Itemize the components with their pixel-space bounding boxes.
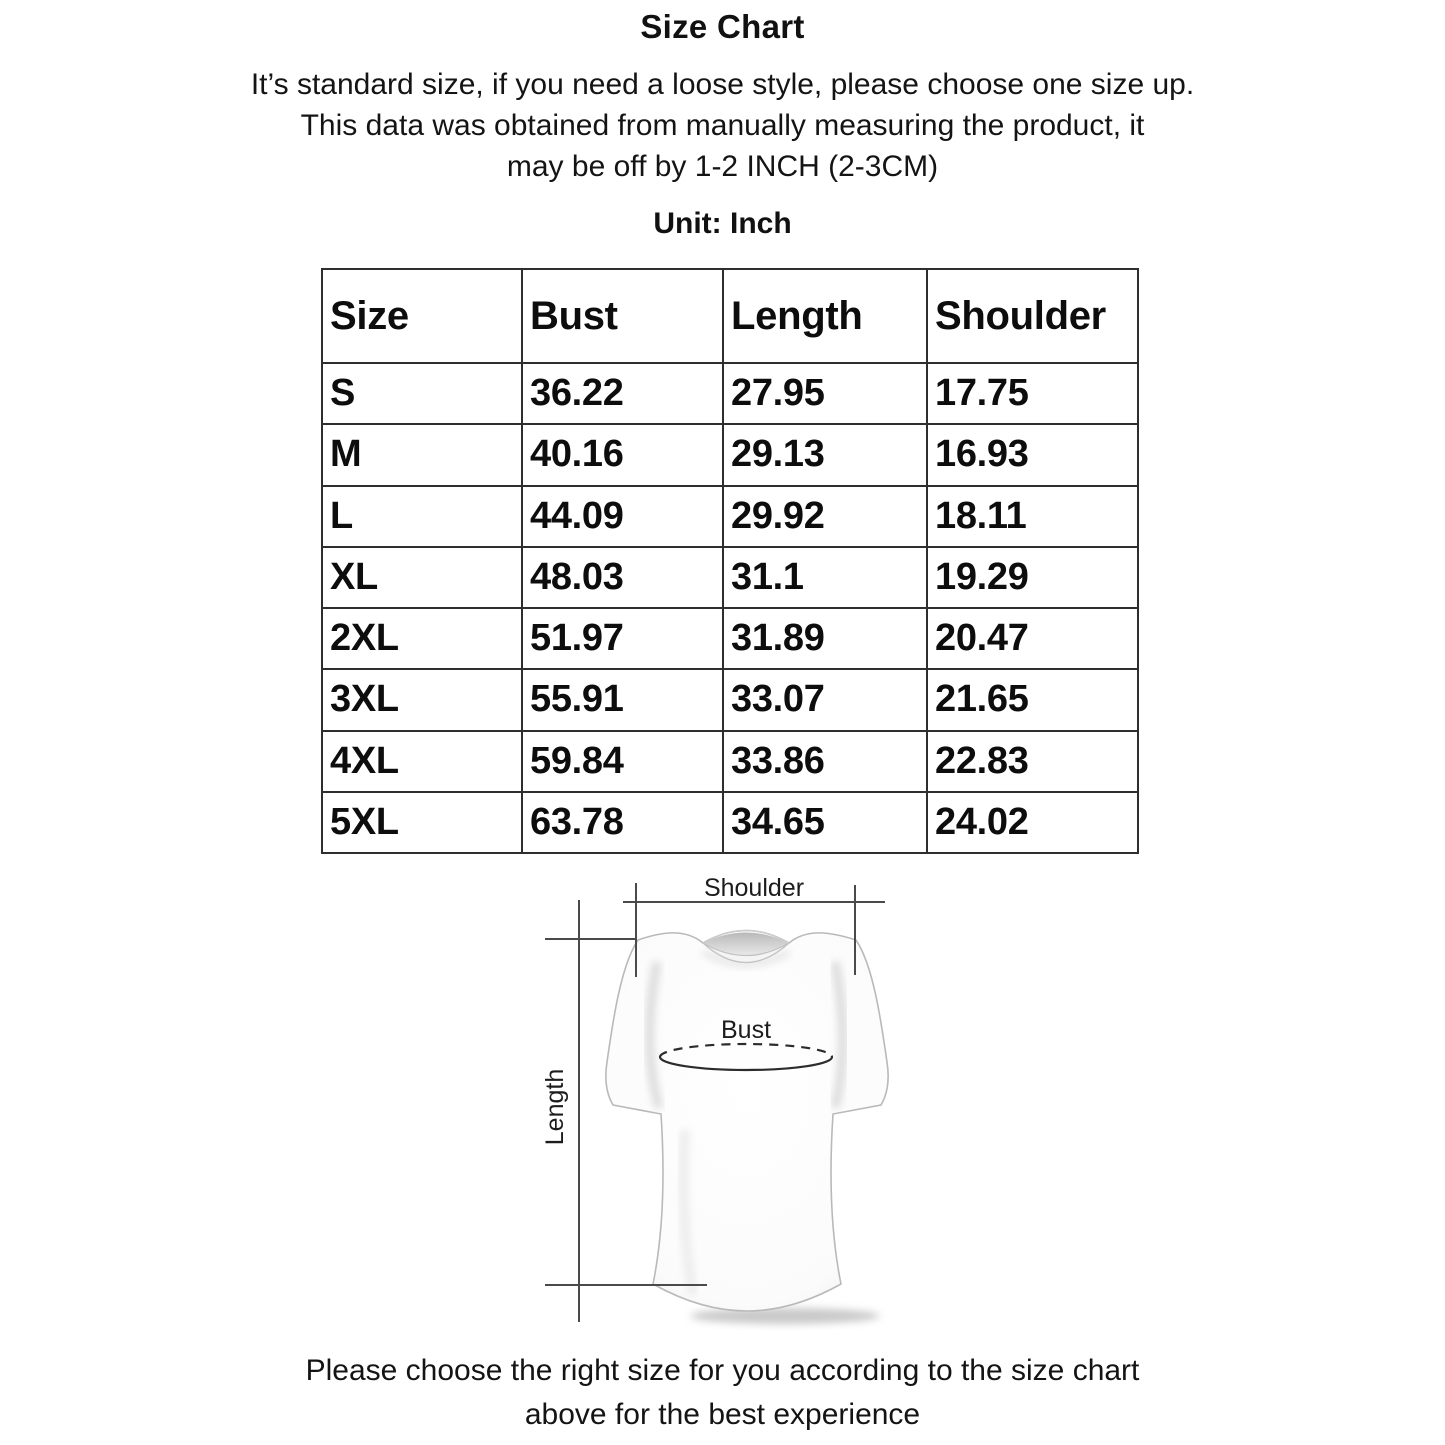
unit-label: Unit: Inch [653, 207, 792, 240]
length-cell: 27.95 [723, 363, 927, 424]
length-cell: 31.89 [723, 608, 927, 669]
bust-cell: 36.22 [522, 363, 723, 424]
size-cell: 4XL [322, 731, 522, 792]
table-row [322, 608, 1138, 669]
size-cell: S [322, 363, 522, 424]
bust-cell: 51.97 [522, 608, 723, 669]
length-cell: 33.07 [723, 669, 927, 730]
bust-cell: 48.03 [522, 547, 723, 608]
size-cell: L [322, 486, 522, 547]
intro-line-2: This data was obtained from manually measuring the product, it [300, 109, 1145, 142]
tshirt-measurement-diagram [535, 870, 955, 1330]
intro-line-1: It’s standard size, if you need a loose style, please choose one size up. [250, 68, 1195, 101]
table-row [322, 731, 1138, 792]
table-row [322, 486, 1138, 547]
hem-shadow [690, 1308, 880, 1324]
column-header-length: Length [723, 269, 927, 363]
size-table-body [322, 363, 1138, 853]
size-cell: 5XL [322, 792, 522, 853]
shoulder-cell: 17.75 [927, 363, 1138, 424]
length-cell: 31.1 [723, 547, 927, 608]
length-cell: 34.65 [723, 792, 927, 853]
size-cell: 3XL [322, 669, 522, 730]
table-row [322, 669, 1138, 730]
page-title: Size Chart [640, 8, 805, 45]
shoulder-cell: 22.83 [927, 731, 1138, 792]
table-row [322, 363, 1138, 424]
shoulder-label: Shoulder [703, 874, 805, 902]
intro-text [0, 64, 1445, 187]
bust-cell: 44.09 [522, 486, 723, 547]
table-header-row [322, 269, 1138, 363]
length-cell: 29.92 [723, 486, 927, 547]
bust-cell: 40.16 [522, 424, 723, 485]
size-cell: XL [322, 547, 522, 608]
table-row [322, 424, 1138, 485]
shoulder-cell: 19.29 [927, 547, 1138, 608]
shoulder-cell: 18.11 [927, 486, 1138, 547]
table-row [322, 792, 1138, 853]
bust-label: Bust [720, 1016, 772, 1044]
footer-line-2: above for the best experience [524, 1398, 921, 1431]
length-cell: 29.13 [723, 424, 927, 485]
shoulder-cell: 21.65 [927, 669, 1138, 730]
length-cell: 33.86 [723, 731, 927, 792]
size-cell: 2XL [322, 608, 522, 669]
footer-line-1: Please choose the right size for you according to the size chart [305, 1354, 1140, 1387]
footer-text [0, 1349, 1445, 1437]
shoulder-cell: 20.47 [927, 608, 1138, 669]
shoulder-cell: 16.93 [927, 424, 1138, 485]
size-cell: M [322, 424, 522, 485]
table-row [322, 547, 1138, 608]
column-header-size: Size [322, 269, 522, 363]
column-header-bust: Bust [522, 269, 723, 363]
column-header-shoulder: Shoulder [927, 269, 1138, 363]
size-table [321, 268, 1139, 854]
length-label: Length [541, 1068, 569, 1146]
intro-line-3: may be off by 1-2 INCH (2-3CM) [506, 150, 939, 183]
tshirt-graphic [606, 931, 888, 1312]
bust-cell: 59.84 [522, 731, 723, 792]
bust-cell: 55.91 [522, 669, 723, 730]
shoulder-cell: 24.02 [927, 792, 1138, 853]
bust-cell: 63.78 [522, 792, 723, 853]
